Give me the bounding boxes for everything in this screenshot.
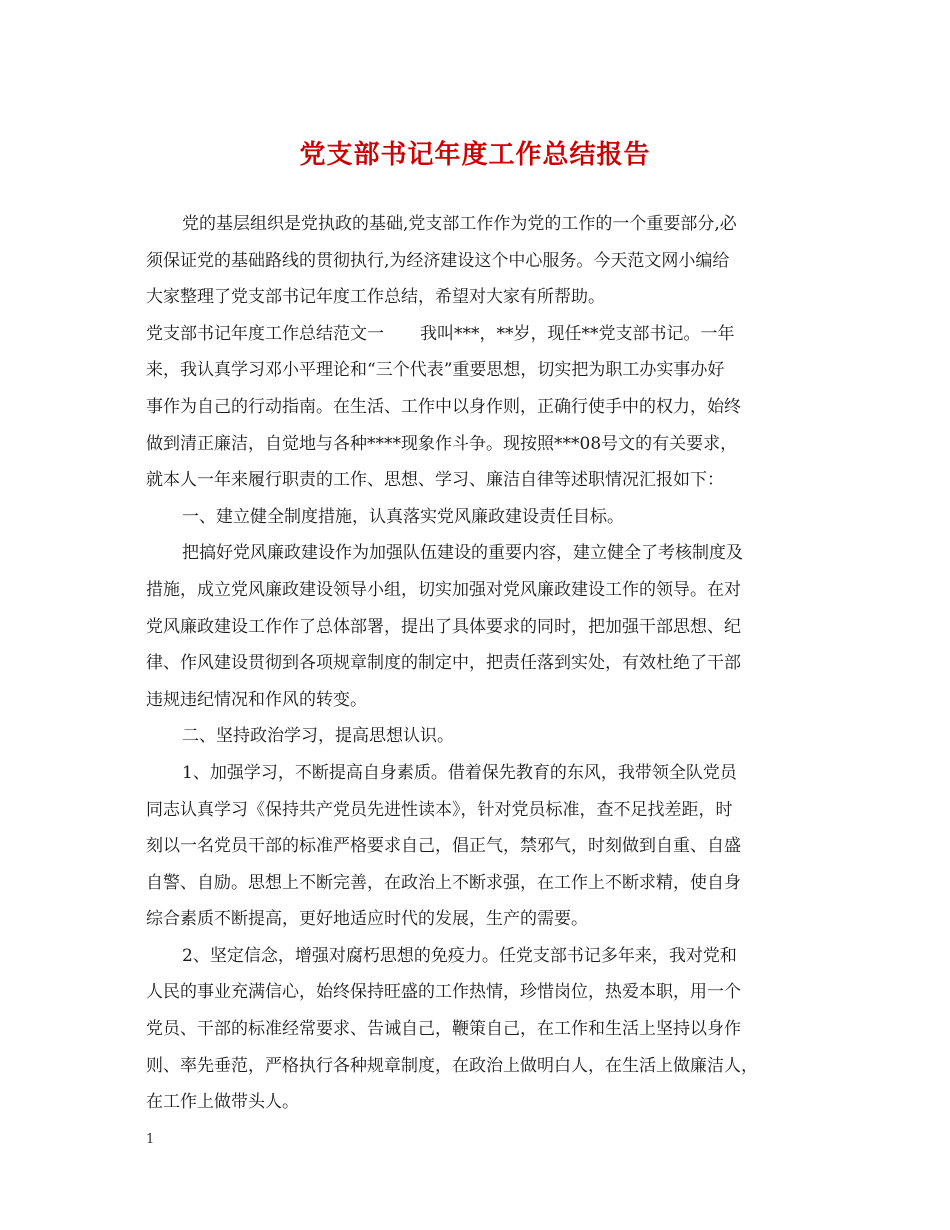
sample-paragraph <box>146 316 810 499</box>
text-line: 1、加强学习，不断提高自身素质。借着保先教育的东风，我带领全队党员 <box>182 762 737 783</box>
sample-heading: 党支部书记年度工作总结范文一 <box>146 323 384 344</box>
text-line: 违规违纪情况和作风的转变。 <box>146 689 367 710</box>
text-line: 律、作风建设贯彻到各项规章制度的制定中，把责任落到实处，有效杜绝了干部 <box>146 653 741 674</box>
section-one <box>146 499 810 719</box>
text-line: 事作为自己的行动指南。在生活、工作中以身作则，正确行使手中的权力，始终 <box>146 396 741 417</box>
text-line: 综合素质不断提高，更好地适应时代的发展，生产的需要。 <box>146 909 588 930</box>
section-heading: 二、坚持政治学习，提高思想认识。 <box>182 726 454 747</box>
text-line: 须保证党的基础路线的贯彻执行,为经济建设这个中心服务。今天范文网小编给 <box>146 250 730 271</box>
intro-paragraph <box>146 206 810 316</box>
text-line: 大家整理了党支部书记年度工作总结，希望对大家有所帮助。 <box>146 287 605 308</box>
text-line: 人民的事业充满信心，始终保持旺盛的工作热情，珍惜岗位，热爱本职，用一个 <box>146 982 741 1003</box>
text-line: 自警、自励。思想上不断完善，在政治上不断求强，在工作上不断求精，使自身 <box>146 872 741 893</box>
text-line: 同志认真学习《保持共产党员先进性读本》，针对党员标准，查不足找差距，时 <box>146 799 733 820</box>
text-line: 措施，成立党风廉政建设领导小组，切实加强对党风廉政建设工作的领导。在对 <box>146 579 741 600</box>
text-line: 把搞好党风廉政建设作为加强队伍建设的重要内容，建立健全了考核制度及 <box>182 543 743 564</box>
sample-first-line: 我叫***，**岁，现任**党支部书记。一年 <box>420 323 735 344</box>
text-line <box>146 316 810 353</box>
text-line: 就本人一年来履行职责的工作、思想、学习、廉洁自律等述职情况汇报如下： <box>146 470 724 491</box>
page-number: 1 <box>146 1132 155 1147</box>
text-line: 刻以一名党员干部的标准严格要求自己，倡正气，禁邪气，时刻做到自重、自盛 <box>146 836 741 857</box>
text-line: 在工作上做带头人。 <box>146 1092 299 1113</box>
document-body <box>146 206 810 1121</box>
section-heading: 一、建立健全制度措施，认真落实党风廉政建设责任目标。 <box>182 506 624 527</box>
text-line: 党风廉政建设工作作了总体部署，提出了具体要求的同时，把加强干部思想、纪 <box>146 616 741 637</box>
section-two <box>146 718 810 1121</box>
text-line: 做到清正廉洁，自觉地与各种****现象作斗争。现按照***08号文的有关要求， <box>146 433 738 454</box>
text-line: 党的基层组织是党执政的基础,党支部工作作为党的工作的一个重要部分,必 <box>182 214 737 234</box>
text-line: 党员、干部的标准经常要求、告诫自己，鞭策自己，在工作和生活上坚持以身作 <box>146 1019 741 1040</box>
text-line: 2、坚定信念，增强对腐朽思想的免疫力。任党支部书记多年来，我对党和 <box>182 945 737 966</box>
text-line: 来，我认真学习邓小平理论和“三个代表”重要思想，切实把为职工办实事办好 <box>146 360 725 381</box>
document-title: 党支部书记年度工作总结报告 <box>299 140 651 170</box>
text-line: 则、率先垂范，严格执行各种规章制度，在政治上做明白人，在生活上做廉洁人， <box>146 1055 758 1076</box>
